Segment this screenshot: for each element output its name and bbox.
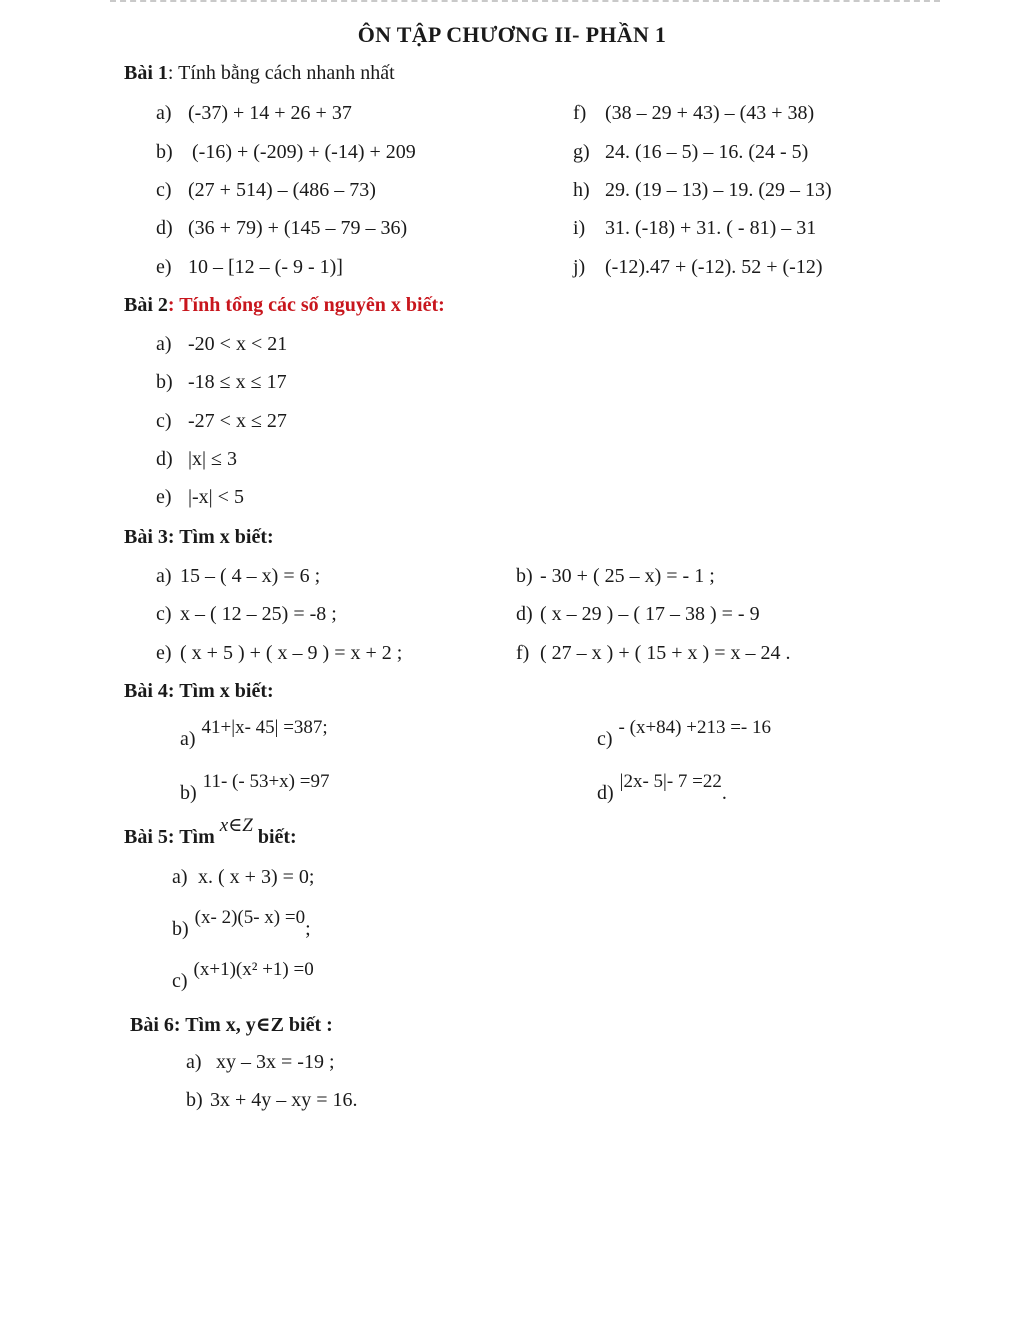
bai3-item-d: d) ( x – 29 ) – ( 17 – 38 ) = - 9 (516, 603, 760, 625)
bai1-item-e: e) 10 – [12 – (- 9 - 1)] (156, 256, 343, 278)
bai2-item-e: e) |-x| < 5 (156, 486, 244, 508)
bai6-heading: Bài 6: Tìm x, y∈Z biết : (130, 1014, 333, 1036)
bai4-item-a: a)41+|x- 45| =387; (180, 717, 328, 750)
bai2-item-a: a) -20 < x < 21 (156, 333, 288, 355)
page-title: ÔN TẬP CHƯƠNG II- PHẦN 1 (357, 22, 667, 47)
bai1-heading: Bài 1: Tính bằng cách nhanh nhất (124, 62, 395, 84)
bai4-item-b: b)11- (- 53+x) =97 (180, 771, 330, 804)
bai2-item-c: c) -27 < x ≤ 27 (156, 410, 287, 432)
bai4-heading: Bài 4: Tìm x biết: (124, 680, 274, 702)
bai6-item-b: b) 3x + 4y – xy = 16. (186, 1089, 358, 1111)
bai4-item-c: c)- (x+84) +213 =- 16 (597, 717, 772, 750)
bai3-item-c: c) x – ( 12 – 25) = -8 ; (156, 603, 337, 625)
bai6-item-a: a) xy – 3x = -19 ; (186, 1051, 335, 1073)
bai3-item-a: a) 15 – ( 4 – x) = 6 ; (156, 565, 321, 587)
bai5-heading: Bài 5: Tìm x∈Z biết: (124, 815, 297, 848)
bai1-item-f: f) (38 – 29 + 43) – (43 + 38) (573, 102, 815, 124)
bai2-heading: Bài 2: Tính tổng các số nguyên x biết: (124, 294, 445, 316)
bai3-heading: Bài 3: Tìm x biết: (124, 526, 274, 548)
bai1-item-a: a) (-37) + 14 + 26 + 37 (156, 102, 352, 124)
bai2-item-d: d) |x| ≤ 3 (156, 448, 237, 470)
bai3-item-e: e) ( x + 5 ) + ( x – 9 ) = x + 2 ; (156, 642, 403, 664)
bai3-item-f: f) ( 27 – x ) + ( 15 + x ) = x – 24 . (516, 642, 791, 664)
bai5-item-c: c)(x+1)(x² +1) =0 (172, 959, 314, 992)
bai1-item-b: b) (-16) + (-209) + (-14) + 209 (156, 141, 416, 163)
bai5-item-a: a) x. ( x + 3) = 0; (172, 866, 315, 888)
bai1-item-i: i) 31. (-18) + 31. ( - 81) – 31 (573, 217, 817, 239)
bai3-item-b: b) - 30 + ( 25 – x) = - 1 ; (516, 565, 715, 587)
bai1-item-g: g) 24. (16 – 5) – 16. (24 - 5) (573, 141, 809, 163)
bai1-item-d: d) (36 + 79) + (145 – 79 – 36) (156, 217, 408, 239)
bai1-item-h: h) 29. (19 – 13) – 19. (29 – 13) (573, 179, 832, 201)
top-dashed-border (110, 0, 940, 5)
bai2-item-b: b) -18 ≤ x ≤ 17 (156, 371, 287, 393)
bai1-item-j: j) (-12).47 + (-12). 52 + (-12) (573, 256, 823, 278)
bai1-item-c: c) (27 + 514) – (486 – 73) (156, 179, 376, 201)
bai5-item-b: b)(x- 2)(5- x) =0; (172, 907, 311, 940)
bai4-item-d: d)|2x- 5|- 7 =22. (597, 771, 727, 804)
